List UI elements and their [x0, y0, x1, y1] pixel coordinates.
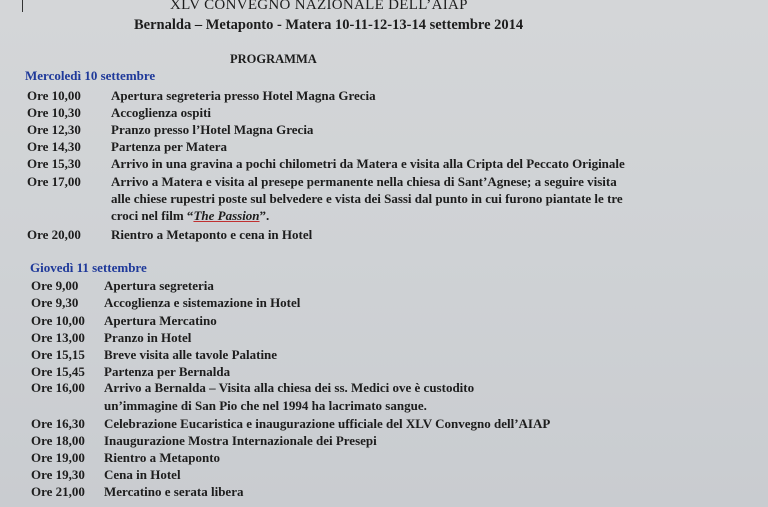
event-description: Arrivo a Bernalda – Visita alla chiesa dei ss. Medici ove è custodito	[104, 380, 475, 395]
event-time: Ore 21,00	[31, 484, 85, 499]
event-time: Ore 15,30	[27, 156, 81, 171]
event-description-continued: un’immagine di San Pio che nel 1994 ha lacrimato sangue.	[104, 398, 427, 413]
event-description: Rientro a Metaponto	[104, 450, 221, 465]
event-time: Ore 14,30	[27, 139, 81, 154]
event-description-continued	[111, 208, 269, 224]
event-time: Ore 12,30	[27, 122, 81, 137]
event-time: Ore 16,30	[31, 416, 85, 431]
event-description: Apertura segreteria	[104, 278, 214, 293]
event-description: Partenza per Matera	[111, 139, 227, 154]
document-subtitle: Bernalda – Metaponto - Matera 10-11-12-13-14 settembre 2014	[134, 17, 524, 33]
event-description: Inaugurazione Mostra Internazionale dei Presepi	[104, 433, 377, 448]
event-description: Pranzo in Hotel	[104, 330, 192, 345]
event-time: Ore 10,30	[27, 105, 81, 120]
event-time: Ore 19,30	[31, 467, 85, 482]
event-description: Partenza per Bernalda	[104, 364, 231, 379]
event-time: Ore 15,15	[31, 347, 85, 362]
event-description: Celebrazione Eucaristica e inaugurazione ufficiale del XLV Convegno dell’AIAP	[104, 416, 551, 431]
day-heading-giovedi: Giovedì 11 settembre	[30, 260, 147, 275]
event-time: Ore 13,00	[31, 330, 85, 345]
event-time: Ore 18,00	[31, 433, 85, 448]
event-description: Accoglienza ospiti	[111, 105, 212, 120]
event-description: Apertura Mercatino	[104, 313, 217, 328]
event-time: Ore 15,45	[31, 364, 85, 379]
event-time: Ore 19,00	[31, 450, 85, 465]
event-time: Ore 17,00	[27, 174, 81, 189]
event-description: Mercatino e serata libera	[104, 484, 244, 499]
margin-mark	[22, 0, 23, 12]
film-suffix: ”.	[259, 208, 270, 223]
event-time: Ore 10,00	[31, 313, 85, 328]
event-time: Ore 16,00	[31, 380, 85, 395]
event-description: Apertura segreteria presso Hotel Magna Grecia	[111, 88, 376, 103]
event-time: Ore 9,30	[31, 295, 79, 310]
event-description: Accoglienza e sistemazione in Hotel	[104, 295, 301, 310]
film-title: The Passion	[193, 208, 260, 223]
event-description: Breve visita alle tavole Palatine	[104, 347, 278, 362]
event-description-continued: alle chiese rupestri poste sul belvedere e vista dei Sassi dal punto in cui furono piantate le tre	[111, 191, 623, 206]
event-description: Arrivo in una gravina a pochi chilometri da Matera e visita alla Cripta del Peccato Originale	[111, 156, 625, 171]
event-description: Rientro a Metaponto e cena in Hotel	[111, 227, 313, 242]
event-time: Ore 10,00	[27, 88, 81, 103]
event-description: Arrivo a Matera e visita al presepe permanente nella chiesa di Sant’Agnese; a seguire visita	[111, 174, 617, 189]
event-description: Cena in Hotel	[104, 467, 181, 482]
event-time: Ore 9,00	[31, 278, 79, 293]
day-heading-mercoledi: Mercoledì 10 settembre	[25, 68, 156, 83]
event-time: Ore 20,00	[27, 227, 81, 242]
event-description: Pranzo presso l’Hotel Magna Grecia	[111, 122, 314, 137]
document-title: XLV CONVEGNO NAZIONALE DELL’AIAP	[170, 0, 468, 13]
film-prefix: croci nel film “	[111, 208, 194, 223]
programma-heading: PROGRAMMA	[230, 52, 317, 66]
